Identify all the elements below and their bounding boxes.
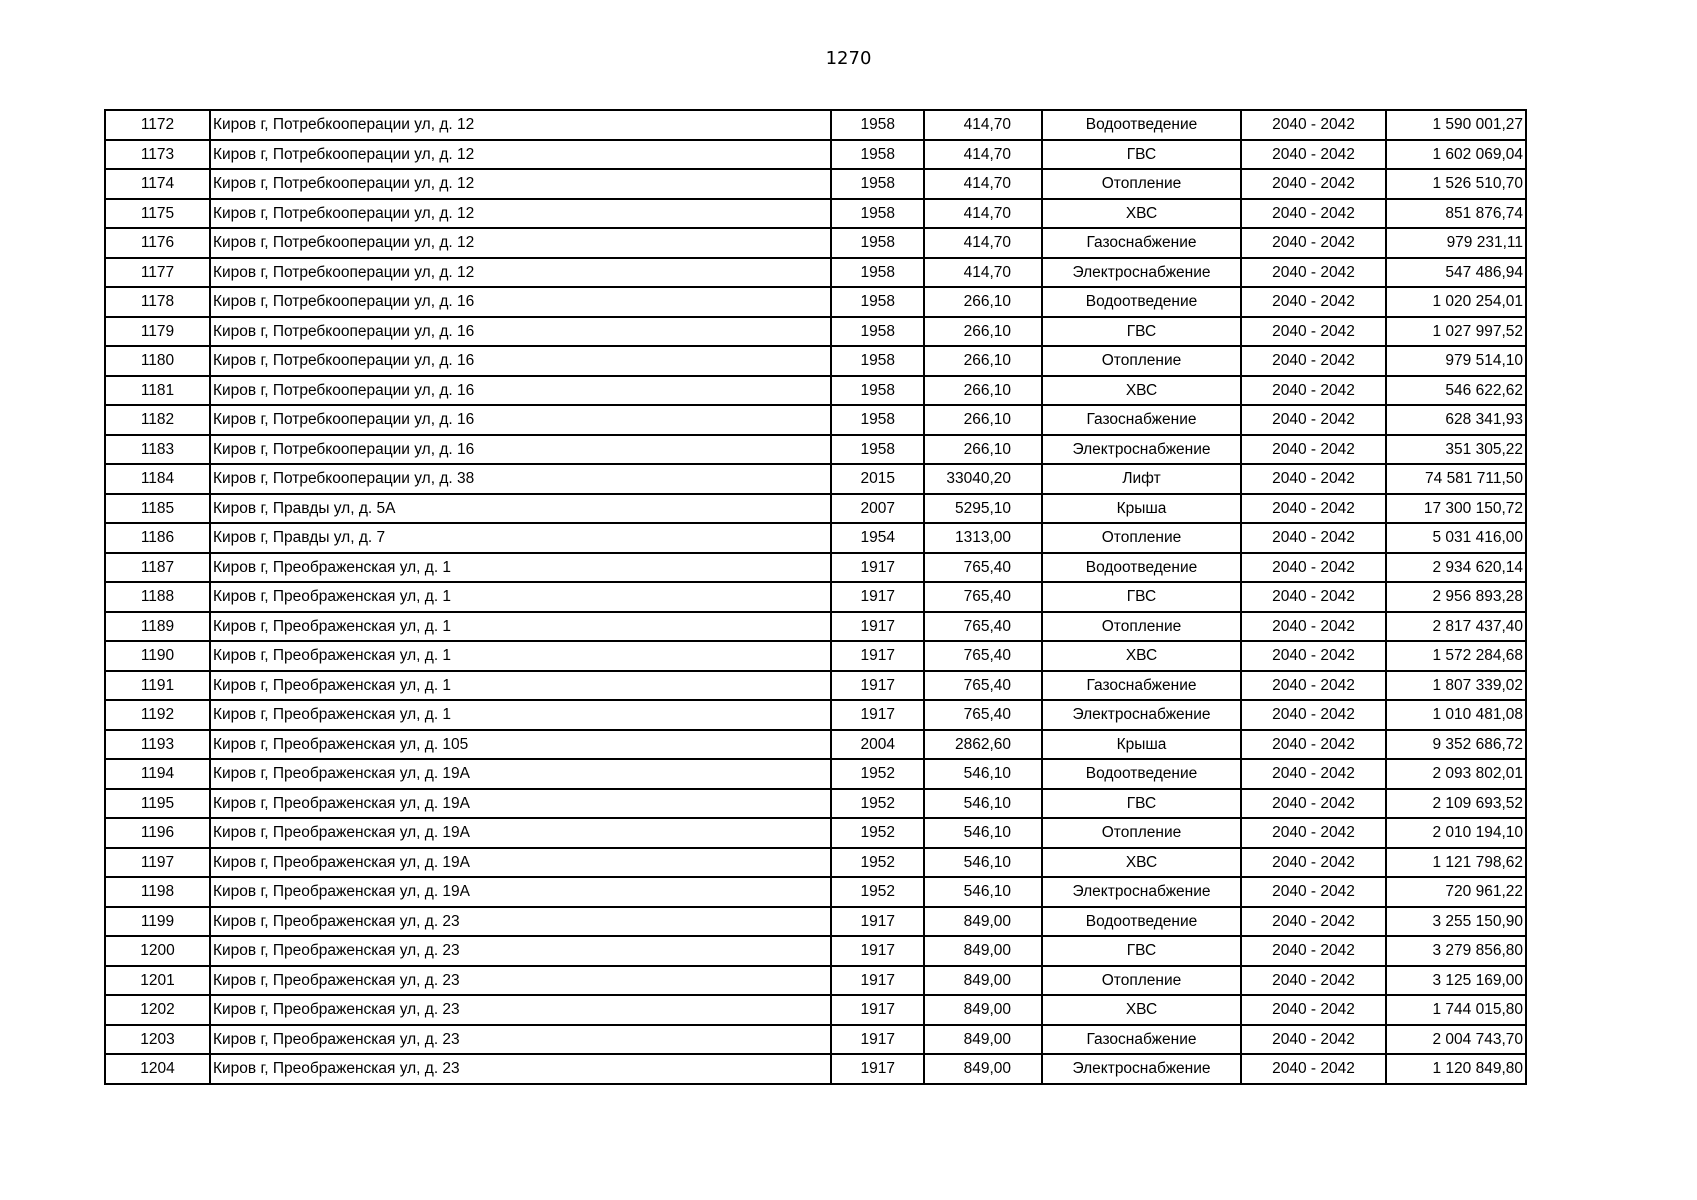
work-type-cell: Газоснабжение bbox=[1042, 405, 1241, 435]
address-cell: Киров г, Преображенская ул, д. 1 bbox=[210, 700, 831, 730]
area-cell: 414,70 bbox=[924, 199, 1042, 229]
address-cell: Киров г, Потребкооперации ул, д. 16 bbox=[210, 287, 831, 317]
area-cell: 765,40 bbox=[924, 553, 1042, 583]
address-cell: Киров г, Потребкооперации ул, д. 12 bbox=[210, 110, 831, 140]
address-cell: Киров г, Потребкооперации ул, д. 38 bbox=[210, 464, 831, 494]
table-row bbox=[105, 1054, 1526, 1084]
year-cell: 1958 bbox=[831, 258, 924, 288]
area-cell: 266,10 bbox=[924, 287, 1042, 317]
work-type-cell: Отопление bbox=[1042, 169, 1241, 199]
table-row bbox=[105, 671, 1526, 701]
work-type-cell: Газоснабжение bbox=[1042, 228, 1241, 258]
period-cell: 2040 - 2042 bbox=[1241, 1025, 1386, 1055]
row-number-cell: 1186 bbox=[105, 523, 210, 553]
table-row bbox=[105, 818, 1526, 848]
area-cell: 1313,00 bbox=[924, 523, 1042, 553]
cost-cell: 9 352 686,72 bbox=[1386, 730, 1526, 760]
table-body bbox=[105, 110, 1526, 1084]
table-row bbox=[105, 995, 1526, 1025]
row-number-cell: 1182 bbox=[105, 405, 210, 435]
row-number-cell: 1191 bbox=[105, 671, 210, 701]
period-cell: 2040 - 2042 bbox=[1241, 700, 1386, 730]
period-cell: 2040 - 2042 bbox=[1241, 966, 1386, 996]
cost-cell: 1 120 849,80 bbox=[1386, 1054, 1526, 1084]
year-cell: 1917 bbox=[831, 700, 924, 730]
table-row bbox=[105, 228, 1526, 258]
area-cell: 849,00 bbox=[924, 1025, 1042, 1055]
area-cell: 765,40 bbox=[924, 671, 1042, 701]
area-cell: 414,70 bbox=[924, 140, 1042, 170]
area-cell: 765,40 bbox=[924, 641, 1042, 671]
row-number-cell: 1177 bbox=[105, 258, 210, 288]
period-cell: 2040 - 2042 bbox=[1241, 405, 1386, 435]
area-cell: 546,10 bbox=[924, 789, 1042, 819]
address-cell: Киров г, Преображенская ул, д. 1 bbox=[210, 641, 831, 671]
cost-cell: 1 590 001,27 bbox=[1386, 110, 1526, 140]
row-number-cell: 1180 bbox=[105, 346, 210, 376]
address-cell: Киров г, Потребкооперации ул, д. 12 bbox=[210, 258, 831, 288]
address-cell: Киров г, Преображенская ул, д. 23 bbox=[210, 936, 831, 966]
row-number-cell: 1172 bbox=[105, 110, 210, 140]
table-row bbox=[105, 582, 1526, 612]
period-cell: 2040 - 2042 bbox=[1241, 848, 1386, 878]
year-cell: 1917 bbox=[831, 966, 924, 996]
period-cell: 2040 - 2042 bbox=[1241, 936, 1386, 966]
year-cell: 1917 bbox=[831, 641, 924, 671]
year-cell: 1917 bbox=[831, 1025, 924, 1055]
area-cell: 266,10 bbox=[924, 317, 1042, 347]
cost-cell: 547 486,94 bbox=[1386, 258, 1526, 288]
address-cell: Киров г, Преображенская ул, д. 19А bbox=[210, 759, 831, 789]
year-cell: 1952 bbox=[831, 848, 924, 878]
period-cell: 2040 - 2042 bbox=[1241, 671, 1386, 701]
cost-cell: 720 961,22 bbox=[1386, 877, 1526, 907]
table-row bbox=[105, 169, 1526, 199]
work-type-cell: Электроснабжение bbox=[1042, 258, 1241, 288]
period-cell: 2040 - 2042 bbox=[1241, 346, 1386, 376]
table-row bbox=[105, 1025, 1526, 1055]
work-type-cell: Газоснабжение bbox=[1042, 1025, 1241, 1055]
cost-cell: 2 004 743,70 bbox=[1386, 1025, 1526, 1055]
year-cell: 1917 bbox=[831, 907, 924, 937]
row-number-cell: 1192 bbox=[105, 700, 210, 730]
address-cell: Киров г, Преображенская ул, д. 23 bbox=[210, 1025, 831, 1055]
address-cell: Киров г, Потребкооперации ул, д. 16 bbox=[210, 317, 831, 347]
row-number-cell: 1179 bbox=[105, 317, 210, 347]
year-cell: 2004 bbox=[831, 730, 924, 760]
row-number-cell: 1196 bbox=[105, 818, 210, 848]
cost-cell: 3 279 856,80 bbox=[1386, 936, 1526, 966]
work-type-cell: Отопление bbox=[1042, 612, 1241, 642]
cost-cell: 1 121 798,62 bbox=[1386, 848, 1526, 878]
address-cell: Киров г, Преображенская ул, д. 23 bbox=[210, 966, 831, 996]
cost-cell: 1 744 015,80 bbox=[1386, 995, 1526, 1025]
work-type-cell: Отопление bbox=[1042, 523, 1241, 553]
year-cell: 1958 bbox=[831, 346, 924, 376]
work-type-cell: ХВС bbox=[1042, 848, 1241, 878]
address-cell: Киров г, Потребкооперации ул, д. 16 bbox=[210, 346, 831, 376]
row-number-cell: 1200 bbox=[105, 936, 210, 966]
year-cell: 1917 bbox=[831, 1054, 924, 1084]
area-cell: 546,10 bbox=[924, 759, 1042, 789]
year-cell: 1952 bbox=[831, 877, 924, 907]
table-row bbox=[105, 523, 1526, 553]
year-cell: 1958 bbox=[831, 317, 924, 347]
table-row bbox=[105, 641, 1526, 671]
period-cell: 2040 - 2042 bbox=[1241, 435, 1386, 465]
table-row bbox=[105, 405, 1526, 435]
period-cell: 2040 - 2042 bbox=[1241, 1054, 1386, 1084]
area-cell: 33040,20 bbox=[924, 464, 1042, 494]
table-row bbox=[105, 907, 1526, 937]
row-number-cell: 1190 bbox=[105, 641, 210, 671]
row-number-cell: 1173 bbox=[105, 140, 210, 170]
year-cell: 1958 bbox=[831, 169, 924, 199]
work-type-cell: Отопление bbox=[1042, 346, 1241, 376]
work-type-cell: ХВС bbox=[1042, 641, 1241, 671]
table-row bbox=[105, 612, 1526, 642]
row-number-cell: 1178 bbox=[105, 287, 210, 317]
area-cell: 266,10 bbox=[924, 346, 1042, 376]
period-cell: 2040 - 2042 bbox=[1241, 287, 1386, 317]
address-cell: Киров г, Преображенская ул, д. 105 bbox=[210, 730, 831, 760]
row-number-cell: 1187 bbox=[105, 553, 210, 583]
cost-cell: 1 010 481,08 bbox=[1386, 700, 1526, 730]
year-cell: 1958 bbox=[831, 199, 924, 229]
work-type-cell: Отопление bbox=[1042, 966, 1241, 996]
period-cell: 2040 - 2042 bbox=[1241, 376, 1386, 406]
period-cell: 2040 - 2042 bbox=[1241, 169, 1386, 199]
period-cell: 2040 - 2042 bbox=[1241, 641, 1386, 671]
cost-cell: 546 622,62 bbox=[1386, 376, 1526, 406]
row-number-cell: 1189 bbox=[105, 612, 210, 642]
table-row bbox=[105, 376, 1526, 406]
address-cell: Киров г, Потребкооперации ул, д. 12 bbox=[210, 169, 831, 199]
area-cell: 765,40 bbox=[924, 612, 1042, 642]
area-cell: 849,00 bbox=[924, 936, 1042, 966]
cost-cell: 851 876,74 bbox=[1386, 199, 1526, 229]
address-cell: Киров г, Потребкооперации ул, д. 12 bbox=[210, 228, 831, 258]
row-number-cell: 1201 bbox=[105, 966, 210, 996]
area-cell: 849,00 bbox=[924, 1054, 1042, 1084]
address-cell: Киров г, Преображенская ул, д. 19А bbox=[210, 818, 831, 848]
cost-cell: 1 027 997,52 bbox=[1386, 317, 1526, 347]
work-type-cell: ГВС bbox=[1042, 582, 1241, 612]
cost-cell: 2 010 194,10 bbox=[1386, 818, 1526, 848]
year-cell: 1958 bbox=[831, 287, 924, 317]
period-cell: 2040 - 2042 bbox=[1241, 907, 1386, 937]
work-type-cell: Электроснабжение bbox=[1042, 700, 1241, 730]
area-cell: 849,00 bbox=[924, 995, 1042, 1025]
cost-cell: 3 125 169,00 bbox=[1386, 966, 1526, 996]
work-type-cell: Газоснабжение bbox=[1042, 671, 1241, 701]
address-cell: Киров г, Преображенская ул, д. 1 bbox=[210, 671, 831, 701]
row-number-cell: 1176 bbox=[105, 228, 210, 258]
table-row bbox=[105, 140, 1526, 170]
year-cell: 1917 bbox=[831, 936, 924, 966]
period-cell: 2040 - 2042 bbox=[1241, 494, 1386, 524]
work-type-cell: ГВС bbox=[1042, 140, 1241, 170]
row-number-cell: 1193 bbox=[105, 730, 210, 760]
work-type-cell: ГВС bbox=[1042, 789, 1241, 819]
year-cell: 1917 bbox=[831, 995, 924, 1025]
work-type-cell: Водоотведение bbox=[1042, 759, 1241, 789]
table-row bbox=[105, 877, 1526, 907]
area-cell: 414,70 bbox=[924, 110, 1042, 140]
cost-cell: 2 934 620,14 bbox=[1386, 553, 1526, 583]
cost-cell: 1 020 254,01 bbox=[1386, 287, 1526, 317]
area-cell: 266,10 bbox=[924, 435, 1042, 465]
address-cell: Киров г, Преображенская ул, д. 23 bbox=[210, 907, 831, 937]
address-cell: Киров г, Потребкооперации ул, д. 16 bbox=[210, 435, 831, 465]
table-row bbox=[105, 494, 1526, 524]
area-cell: 849,00 bbox=[924, 907, 1042, 937]
table-row bbox=[105, 199, 1526, 229]
address-cell: Киров г, Преображенская ул, д. 1 bbox=[210, 612, 831, 642]
address-cell: Киров г, Потребкооперации ул, д. 16 bbox=[210, 376, 831, 406]
table-row bbox=[105, 966, 1526, 996]
year-cell: 1958 bbox=[831, 435, 924, 465]
work-type-cell: Водоотведение bbox=[1042, 287, 1241, 317]
area-cell: 765,40 bbox=[924, 582, 1042, 612]
table-row bbox=[105, 464, 1526, 494]
address-cell: Киров г, Преображенская ул, д. 1 bbox=[210, 582, 831, 612]
work-type-cell: ХВС bbox=[1042, 199, 1241, 229]
period-cell: 2040 - 2042 bbox=[1241, 759, 1386, 789]
year-cell: 1958 bbox=[831, 140, 924, 170]
area-cell: 546,10 bbox=[924, 818, 1042, 848]
work-type-cell: Крыша bbox=[1042, 730, 1241, 760]
work-type-cell: Крыша bbox=[1042, 494, 1241, 524]
period-cell: 2040 - 2042 bbox=[1241, 523, 1386, 553]
work-type-cell: Электроснабжение bbox=[1042, 1054, 1241, 1084]
period-cell: 2040 - 2042 bbox=[1241, 110, 1386, 140]
register-table bbox=[104, 109, 1527, 1085]
table-row bbox=[105, 700, 1526, 730]
address-cell: Киров г, Правды ул, д. 7 bbox=[210, 523, 831, 553]
address-cell: Киров г, Преображенская ул, д. 23 bbox=[210, 995, 831, 1025]
address-cell: Киров г, Преображенская ул, д. 1 bbox=[210, 553, 831, 583]
year-cell: 1917 bbox=[831, 553, 924, 583]
cost-cell: 2 956 893,28 bbox=[1386, 582, 1526, 612]
table-row bbox=[105, 789, 1526, 819]
cost-cell: 5 031 416,00 bbox=[1386, 523, 1526, 553]
row-number-cell: 1203 bbox=[105, 1025, 210, 1055]
address-cell: Киров г, Преображенская ул, д. 19А bbox=[210, 848, 831, 878]
address-cell: Киров г, Потребкооперации ул, д. 16 bbox=[210, 405, 831, 435]
year-cell: 1952 bbox=[831, 759, 924, 789]
year-cell: 1952 bbox=[831, 818, 924, 848]
period-cell: 2040 - 2042 bbox=[1241, 228, 1386, 258]
table-row bbox=[105, 110, 1526, 140]
row-number-cell: 1204 bbox=[105, 1054, 210, 1084]
period-cell: 2040 - 2042 bbox=[1241, 877, 1386, 907]
cost-cell: 3 255 150,90 bbox=[1386, 907, 1526, 937]
address-cell: Киров г, Преображенская ул, д. 19А bbox=[210, 877, 831, 907]
table-row bbox=[105, 848, 1526, 878]
row-number-cell: 1183 bbox=[105, 435, 210, 465]
address-cell: Киров г, Правды ул, д. 5А bbox=[210, 494, 831, 524]
work-type-cell: Отопление bbox=[1042, 818, 1241, 848]
year-cell: 1958 bbox=[831, 110, 924, 140]
period-cell: 2040 - 2042 bbox=[1241, 317, 1386, 347]
cost-cell: 1 807 339,02 bbox=[1386, 671, 1526, 701]
year-cell: 2015 bbox=[831, 464, 924, 494]
period-cell: 2040 - 2042 bbox=[1241, 995, 1386, 1025]
table-row bbox=[105, 553, 1526, 583]
row-number-cell: 1184 bbox=[105, 464, 210, 494]
table-row bbox=[105, 258, 1526, 288]
period-cell: 2040 - 2042 bbox=[1241, 818, 1386, 848]
cost-cell: 2 817 437,40 bbox=[1386, 612, 1526, 642]
area-cell: 414,70 bbox=[924, 258, 1042, 288]
work-type-cell: ХВС bbox=[1042, 376, 1241, 406]
row-number-cell: 1195 bbox=[105, 789, 210, 819]
cost-cell: 74 581 711,50 bbox=[1386, 464, 1526, 494]
table-row bbox=[105, 435, 1526, 465]
table-row bbox=[105, 346, 1526, 376]
cost-cell: 2 093 802,01 bbox=[1386, 759, 1526, 789]
area-cell: 266,10 bbox=[924, 376, 1042, 406]
cost-cell: 2 109 693,52 bbox=[1386, 789, 1526, 819]
work-type-cell: Лифт bbox=[1042, 464, 1241, 494]
year-cell: 1917 bbox=[831, 582, 924, 612]
work-type-cell: Водоотведение bbox=[1042, 907, 1241, 937]
row-number-cell: 1199 bbox=[105, 907, 210, 937]
row-number-cell: 1194 bbox=[105, 759, 210, 789]
period-cell: 2040 - 2042 bbox=[1241, 464, 1386, 494]
address-cell: Киров г, Преображенская ул, д. 19А bbox=[210, 789, 831, 819]
cost-cell: 1 602 069,04 bbox=[1386, 140, 1526, 170]
work-type-cell: Водоотведение bbox=[1042, 110, 1241, 140]
cost-cell: 17 300 150,72 bbox=[1386, 494, 1526, 524]
address-cell: Киров г, Потребкооперации ул, д. 12 bbox=[210, 199, 831, 229]
area-cell: 5295,10 bbox=[924, 494, 1042, 524]
work-type-cell: ГВС bbox=[1042, 936, 1241, 966]
area-cell: 546,10 bbox=[924, 877, 1042, 907]
table-row bbox=[105, 287, 1526, 317]
year-cell: 1958 bbox=[831, 405, 924, 435]
year-cell: 1958 bbox=[831, 376, 924, 406]
year-cell: 2007 bbox=[831, 494, 924, 524]
year-cell: 1952 bbox=[831, 789, 924, 819]
area-cell: 849,00 bbox=[924, 966, 1042, 996]
period-cell: 2040 - 2042 bbox=[1241, 730, 1386, 760]
row-number-cell: 1175 bbox=[105, 199, 210, 229]
cost-cell: 979 231,11 bbox=[1386, 228, 1526, 258]
year-cell: 1958 bbox=[831, 228, 924, 258]
row-number-cell: 1188 bbox=[105, 582, 210, 612]
year-cell: 1917 bbox=[831, 671, 924, 701]
row-number-cell: 1197 bbox=[105, 848, 210, 878]
area-cell: 765,40 bbox=[924, 700, 1042, 730]
table-row bbox=[105, 759, 1526, 789]
cost-cell: 1 572 284,68 bbox=[1386, 641, 1526, 671]
period-cell: 2040 - 2042 bbox=[1241, 612, 1386, 642]
work-type-cell: ГВС bbox=[1042, 317, 1241, 347]
cost-cell: 628 341,93 bbox=[1386, 405, 1526, 435]
row-number-cell: 1202 bbox=[105, 995, 210, 1025]
address-cell: Киров г, Потребкооперации ул, д. 12 bbox=[210, 140, 831, 170]
area-cell: 414,70 bbox=[924, 228, 1042, 258]
area-cell: 414,70 bbox=[924, 169, 1042, 199]
year-cell: 1917 bbox=[831, 612, 924, 642]
work-type-cell: Электроснабжение bbox=[1042, 435, 1241, 465]
table-row bbox=[105, 730, 1526, 760]
area-cell: 2862,60 bbox=[924, 730, 1042, 760]
page-number: 1270 bbox=[825, 48, 872, 69]
row-number-cell: 1198 bbox=[105, 877, 210, 907]
cost-cell: 351 305,22 bbox=[1386, 435, 1526, 465]
area-cell: 266,10 bbox=[924, 405, 1042, 435]
work-type-cell: Водоотведение bbox=[1042, 553, 1241, 583]
cost-cell: 979 514,10 bbox=[1386, 346, 1526, 376]
work-type-cell: ХВС bbox=[1042, 995, 1241, 1025]
period-cell: 2040 - 2042 bbox=[1241, 258, 1386, 288]
period-cell: 2040 - 2042 bbox=[1241, 553, 1386, 583]
period-cell: 2040 - 2042 bbox=[1241, 789, 1386, 819]
year-cell: 1954 bbox=[831, 523, 924, 553]
address-cell: Киров г, Преображенская ул, д. 23 bbox=[210, 1054, 831, 1084]
period-cell: 2040 - 2042 bbox=[1241, 199, 1386, 229]
row-number-cell: 1181 bbox=[105, 376, 210, 406]
table-row bbox=[105, 317, 1526, 347]
area-cell: 546,10 bbox=[924, 848, 1042, 878]
table-row bbox=[105, 936, 1526, 966]
row-number-cell: 1174 bbox=[105, 169, 210, 199]
row-number-cell: 1185 bbox=[105, 494, 210, 524]
period-cell: 2040 - 2042 bbox=[1241, 582, 1386, 612]
cost-cell: 1 526 510,70 bbox=[1386, 169, 1526, 199]
work-type-cell: Электроснабжение bbox=[1042, 877, 1241, 907]
period-cell: 2040 - 2042 bbox=[1241, 140, 1386, 170]
